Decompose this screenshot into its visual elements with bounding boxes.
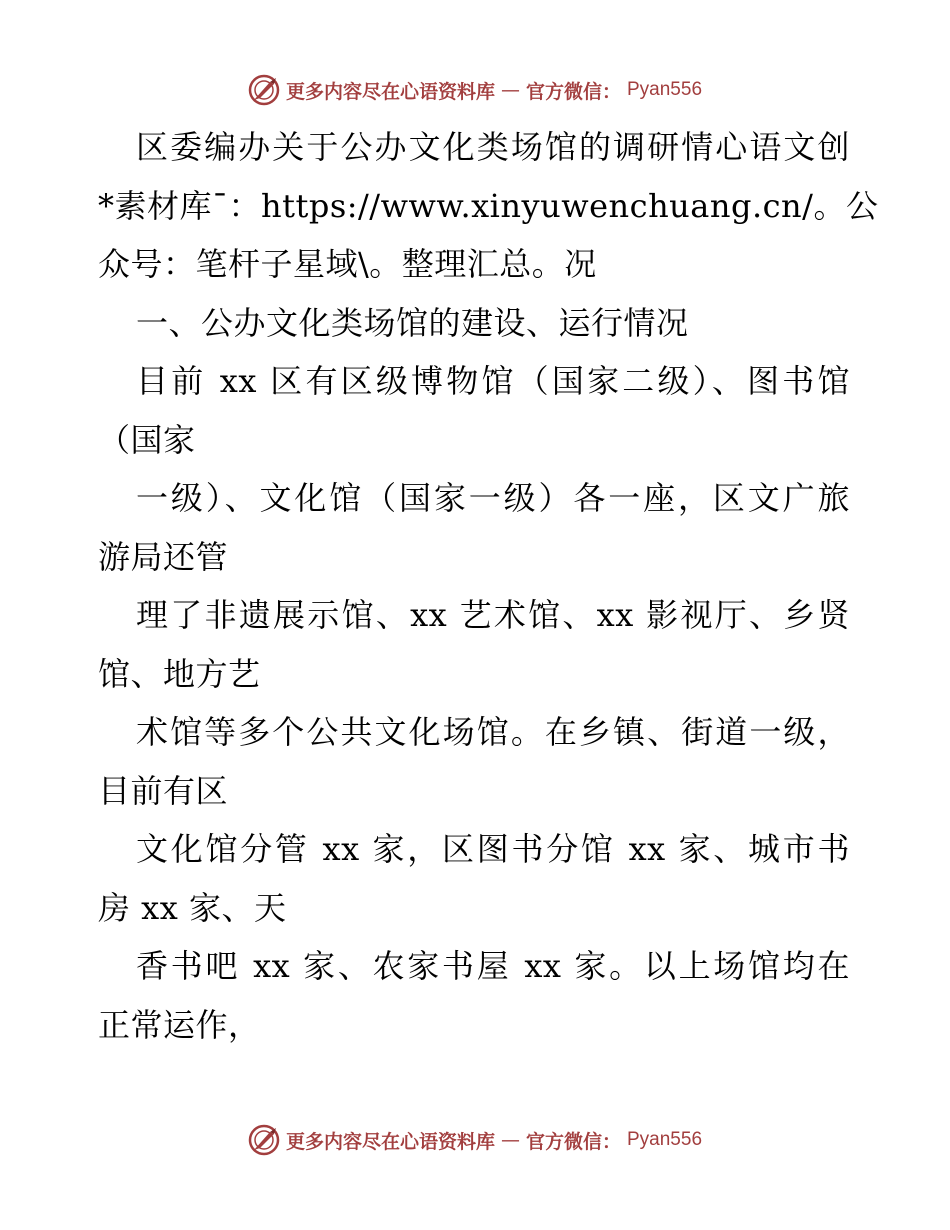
text-line: 一级）、文化馆（国家一级）各一座，区文广旅 (136, 479, 850, 517)
text-line: 文化馆分管 xx 家，区图书分馆 xx 家、城市书 (136, 830, 850, 868)
text-line: 房 xx 家、天 (98, 888, 287, 927)
watermark-contact-label: 官方微信： (525, 80, 621, 103)
quill-logo-icon (248, 74, 280, 106)
text-line: *素材库¯：https://www.xinyuwenchuang.cn/。公 (98, 186, 879, 225)
text-line: 目前 xx 区有区级博物馆（国家二级）、图书馆 (136, 362, 850, 400)
watermark-dash: — (500, 79, 520, 101)
watermark-contact-label: 官方微信： (525, 1130, 621, 1153)
text-line: 目前有区 (98, 771, 229, 810)
text-line: 区委编办关于公办文化类场馆的调研情心语文创 (136, 128, 850, 166)
watermark-contact-id: Pyan556 (627, 1129, 703, 1150)
text-line: （国家 (98, 420, 196, 459)
text-line: 正常运作， (98, 1005, 261, 1044)
text-line: 游局还管 (98, 537, 229, 576)
header-watermark (0, 70, 950, 110)
watermark-dash: — (500, 1129, 520, 1151)
watermark-contact-id: Pyan556 (627, 79, 703, 100)
watermark-text: 更多内容尽在心语资料库 (285, 80, 495, 103)
section-heading: 一、公办文化类场馆的建设、运行情况 (136, 303, 689, 342)
text-line: 术馆等多个公共文化场馆。在乡镇、街道一级， (136, 713, 850, 751)
document-body (98, 118, 879, 1054)
watermark-text: 更多内容尽在心语资料库 (285, 1130, 495, 1153)
footer-watermark (0, 1120, 950, 1160)
quill-logo-icon (248, 1124, 280, 1156)
text-line: 馆、地方艺 (98, 654, 261, 693)
text-line: 理了非遗展示馆、xx 艺术馆、xx 影视厅、乡贤 (136, 596, 850, 634)
text-line: 众号：笔杆子星域\。整理汇总。况 (98, 245, 597, 283)
text-line: 香书吧 xx 家、农家书屋 xx 家。以上场馆均在 (136, 947, 850, 985)
